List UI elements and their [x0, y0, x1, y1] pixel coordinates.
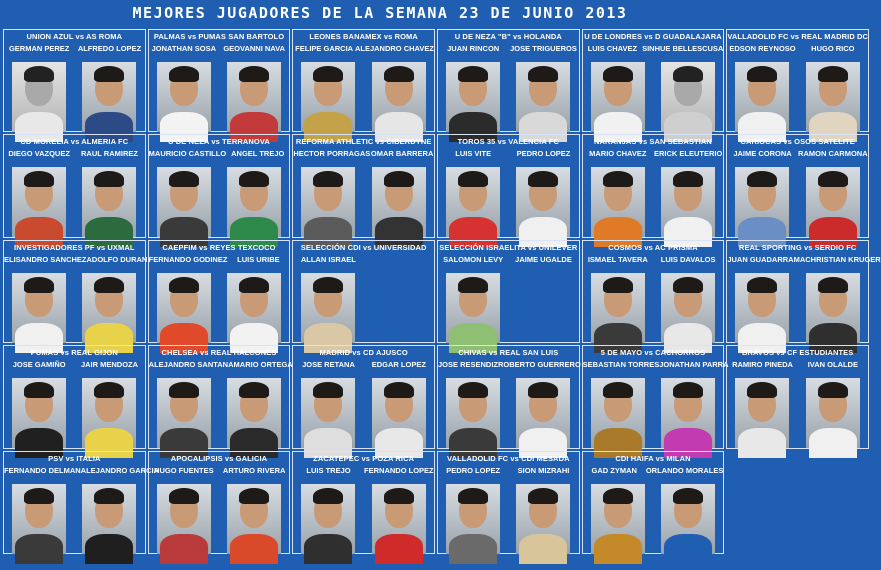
match-cell [292, 240, 435, 343]
player-photo [591, 273, 645, 343]
player-photo [12, 167, 66, 237]
player-names [727, 254, 881, 264]
player-names [583, 44, 724, 53]
match-cell [582, 240, 725, 343]
player-photo [227, 62, 281, 132]
player-name: ARTURO RIVERA [222, 465, 286, 475]
match-label: U DE NEZA "B" vs HOLANDA [454, 32, 562, 41]
player-name: JOSE GAMIÑO [12, 360, 66, 370]
player-photo [516, 167, 570, 237]
player-name: ALFREDO LOPEZ [77, 44, 142, 53]
player-photo [516, 378, 570, 448]
player-name: ELISANDRO SANCHEZ [4, 254, 87, 264]
player-name: MARIO CHAVEZ [589, 149, 647, 159]
match-label: CD MORELIA vs ALMERIA FC [20, 137, 129, 147]
player-photo [372, 62, 426, 132]
match-label: CDI HAIFA vs MILAN [615, 453, 691, 463]
player-photo [661, 273, 715, 343]
match-cell [437, 345, 580, 448]
match-cell [292, 345, 435, 448]
player-photos [438, 378, 579, 448]
player-photo [516, 62, 570, 132]
player-name: FERNANDO GODINEZ [148, 254, 228, 264]
player-names [4, 465, 160, 475]
match-cell [582, 345, 729, 448]
match-label: ZACATEPEC vs POZA RICA [313, 453, 415, 463]
player-names [582, 360, 729, 370]
player-name: LUIS DAVALOS [660, 254, 716, 264]
player-photos [583, 167, 724, 237]
player-name: EDSON REYNOSO [729, 44, 796, 53]
player-names [4, 254, 148, 264]
match-label: MADRID vs CD AJUSCO [319, 348, 408, 358]
match-cell [148, 29, 291, 132]
player-photos [583, 62, 724, 132]
player-names [149, 44, 290, 53]
match-label: COSMOS vs AC PRISMA [608, 242, 698, 252]
player-name: JAIR MENDOZA [80, 360, 139, 370]
player-photos [727, 167, 868, 237]
player-photo [157, 484, 211, 554]
match-cell [726, 240, 881, 343]
player-names [583, 466, 724, 475]
match-cell [3, 29, 146, 132]
player-names [727, 360, 868, 369]
player-photos [149, 378, 290, 448]
player-names [4, 149, 145, 158]
player-name: LUIS TREJO [306, 465, 351, 475]
match-cell [3, 345, 146, 448]
match-label: INVESTIGADORES PF vs UXMAL [14, 242, 135, 252]
player-name: JONATHAN SOSA [151, 44, 217, 53]
players-grid [3, 29, 881, 554]
player-photo [82, 273, 136, 343]
player-photo [157, 378, 211, 448]
player-name: SEBASTIAN TORRES [582, 360, 660, 370]
player-names [149, 255, 290, 264]
player-photo [661, 378, 715, 448]
player-photos [4, 378, 145, 448]
match-label: U DE LONDRES vs D GUADALAJARA [584, 32, 722, 41]
player-photo [735, 273, 789, 343]
match-label: UNION AZUL vs AS ROMA [26, 32, 123, 41]
player-photo [446, 167, 500, 237]
player-photos [4, 167, 145, 237]
player-photo [446, 484, 500, 554]
player-name: OMAR BARRERA [370, 149, 434, 159]
player-photo [301, 167, 355, 237]
match-cell [582, 134, 725, 237]
player-name: SION MIZRAHI [517, 465, 570, 475]
player-photo [227, 378, 281, 448]
player-photos [149, 62, 290, 132]
player-name: PEDRO LOPEZ [446, 465, 501, 475]
match-cell [148, 451, 291, 554]
player-name: CHRISTIAN KRUGER [805, 254, 881, 264]
player-names [727, 149, 868, 158]
player-names [4, 360, 145, 369]
player-names [727, 44, 868, 53]
player-names [438, 255, 579, 264]
player-photos [4, 484, 145, 554]
match-label: CARIOCAS vs OSOS SATELITE [740, 137, 855, 147]
player-names [438, 149, 579, 158]
player-photos [293, 273, 434, 343]
match-cell [437, 451, 580, 554]
player-photos [293, 484, 434, 554]
player-photo [82, 62, 136, 132]
player-names [148, 360, 293, 370]
player-photos [583, 273, 724, 343]
player-photo [12, 273, 66, 343]
player-photo [446, 273, 500, 343]
player-names [438, 44, 579, 53]
match-cell [726, 29, 869, 132]
player-photo [82, 484, 136, 554]
match-cell [582, 29, 725, 132]
player-photo [372, 167, 426, 237]
player-photo [301, 378, 355, 448]
player-name: PEDRO LOPEZ [516, 149, 571, 159]
match-label: CHELSEA vs REAL HALCONES [161, 348, 277, 358]
player-photo [446, 62, 500, 132]
player-name: ALEJANDRO CHAVEZ [354, 44, 434, 53]
player-name: FERNANDO DELMAN [4, 465, 81, 475]
player-photos [727, 273, 868, 343]
player-photo [516, 484, 570, 554]
player-photos [583, 484, 724, 554]
player-photo [591, 167, 645, 237]
player-photo [12, 484, 66, 554]
player-photo [82, 167, 136, 237]
player-photos [727, 62, 868, 132]
player-photo [157, 167, 211, 237]
player-photo [82, 378, 136, 448]
player-photos [4, 62, 145, 132]
player-photo [301, 62, 355, 132]
page-title: MEJORES JUGADORES DE LA SEMANA 23 DE JUNIO 2013 [132, 4, 628, 22]
player-name: JAIME CORONA [733, 149, 792, 159]
player-photo [661, 484, 715, 554]
match-label: SELECCIÓN ISRAELITA vs UNILEVER [439, 242, 578, 252]
player-photos [438, 167, 579, 237]
player-name: MAURICIO CASTILLO [148, 149, 227, 159]
player-name: ANGEL TREJO [231, 149, 285, 159]
player-name: ALEJANDRO SANTANA [148, 360, 234, 370]
match-label: PSV vs ITALIA [48, 453, 101, 463]
player-names [293, 466, 434, 475]
player-photos [149, 484, 290, 554]
player-photos [438, 62, 579, 132]
match-label: 5 DE MAYO vs CACHORROS [600, 348, 706, 358]
player-names [293, 255, 434, 264]
player-photos [727, 378, 868, 448]
match-label: BRAVOS vs CF ESTUDIANTES [741, 348, 854, 358]
player-photo [735, 62, 789, 132]
match-cell [726, 451, 869, 554]
player-photos [583, 378, 724, 448]
player-photos [149, 273, 290, 343]
player-names [149, 149, 290, 158]
player-name: JOSE RESENDIZ [438, 360, 499, 370]
player-names [293, 149, 434, 158]
player-photo [372, 378, 426, 448]
match-cell [3, 240, 146, 343]
player-photo [735, 167, 789, 237]
player-photo [591, 378, 645, 448]
match-label: LEONES BANAMEX vs ROMA [309, 32, 418, 41]
match-label: PALMAS vs PUMAS SAN BARTOLO [153, 32, 285, 41]
player-name: SALOMON LEVY [443, 254, 504, 264]
player-photo [372, 484, 426, 554]
player-photos [293, 378, 434, 448]
match-cell [437, 240, 580, 343]
match-cell [3, 134, 146, 237]
player-photo [735, 378, 789, 448]
player-name: GAD ZYMAN [591, 465, 637, 475]
player-name: SINHUE BELLESCUSA [642, 44, 724, 53]
player-photo [591, 62, 645, 132]
player-name: ROBERTO GUERRERO [498, 360, 581, 370]
match-cell [148, 345, 291, 448]
player-name: LUIS URIBE [237, 254, 280, 264]
match-cell [726, 345, 869, 448]
match-cell [292, 451, 435, 554]
match-label: CAEPFIM vs REYES TEXCOCO [162, 242, 276, 252]
photo-placeholder [516, 273, 570, 343]
player-photos [438, 484, 579, 554]
player-name: LUIS CHAVEZ [587, 44, 638, 53]
player-name: HUGO RICO [811, 44, 855, 53]
player-name: ADOLFO DURAN [86, 254, 148, 264]
player-photo [806, 273, 860, 343]
match-label: VALLADOLID FC vs REAL MADRID DC [727, 32, 869, 41]
player-name: JUAN GUADARRAMA [727, 254, 806, 264]
match-cell [292, 134, 435, 237]
player-photo [227, 273, 281, 343]
player-name: RAMIRO PINEDA [732, 360, 793, 370]
player-photo [661, 167, 715, 237]
match-cell [148, 134, 291, 237]
player-name: JAIME UGALDE [515, 254, 572, 264]
player-names [293, 360, 434, 369]
player-names [438, 466, 579, 475]
player-name: MARIO ORTEGA [233, 360, 293, 370]
player-name: JUAN RINCON [447, 44, 500, 53]
player-name: ALEJANDRO GARCIA [80, 465, 160, 475]
player-photos [293, 167, 434, 237]
player-name: DIEGO VAZQUEZ [8, 149, 70, 159]
match-cell [148, 240, 291, 343]
player-name: GERMAN PEREZ [8, 44, 70, 53]
player-name: JONATHAN PARRA [659, 360, 729, 370]
player-name: JOSE TRIGUEROS [510, 44, 577, 53]
player-photo [157, 62, 211, 132]
player-name: FELIPE GARCIA [295, 44, 354, 53]
player-photo [446, 378, 500, 448]
player-name: JOSE RETANA [302, 360, 355, 370]
player-names [149, 466, 290, 475]
player-photo [227, 484, 281, 554]
player-photo [806, 378, 860, 448]
player-name: FERNANDO LOPEZ [364, 465, 434, 475]
match-label: SELECCIÓN CDI vs UNIVERSIDAD [300, 242, 427, 252]
player-photos [149, 167, 290, 237]
match-label: REAL SPORTING vs SERDIO FC [738, 242, 857, 252]
player-photo [12, 378, 66, 448]
match-cell [292, 29, 435, 132]
player-photo [591, 484, 645, 554]
player-name: ORLANDO MORALES [645, 465, 724, 475]
player-name: RAUL RAMIREZ [81, 149, 138, 159]
player-name: GEOVANNI NAVA [223, 44, 285, 53]
player-name: IVAN OLALDE [807, 360, 858, 370]
match-label: U DE NEZA vs TERRANOVA [168, 137, 270, 147]
player-photo [227, 167, 281, 237]
player-names [293, 44, 434, 53]
player-name: HECTOR PORRAGAS [293, 149, 371, 159]
player-photo [806, 167, 860, 237]
player-photo [12, 62, 66, 132]
player-photos [293, 62, 434, 132]
player-photo [301, 273, 355, 343]
player-name: HUGO FUENTES [154, 465, 214, 475]
match-label: VALLADOLID FC vs CDI MESADA [447, 453, 570, 463]
match-label: TOROS 35 vs VALENCIA FC [457, 137, 559, 147]
player-photo [301, 484, 355, 554]
player-photo [157, 273, 211, 343]
match-cell [726, 134, 869, 237]
player-name: LUIS VITE [455, 149, 492, 159]
player-name: EDGAR LOPEZ [371, 360, 426, 370]
player-photo [806, 62, 860, 132]
match-cell [437, 134, 580, 237]
player-photo [661, 62, 715, 132]
player-photos [4, 273, 145, 343]
player-name: RAMON CARMONA [798, 149, 868, 159]
player-names [583, 255, 724, 264]
match-cell [437, 29, 580, 132]
match-label: APOCALIPSIS vs GALICIA [170, 453, 268, 463]
match-label: CHIVAS vs REAL SAN LUIS [458, 348, 559, 358]
player-photos [438, 273, 579, 343]
player-names [438, 360, 579, 369]
match-label: NARANJAS vs SAN SEBASTIAN [594, 137, 712, 147]
match-label: REFORMA ATHLETIC vs CIBERDYNE [295, 137, 432, 147]
player-name: ERICK ELEUTERIO [654, 149, 723, 159]
player-name: ALLAN ISRAEL [300, 254, 356, 264]
player-names [583, 149, 724, 158]
player-name: ISMAEL TAVERA [587, 254, 648, 264]
match-label: PUMAS vs REAL GIJON [30, 348, 118, 358]
player-names [4, 44, 145, 53]
match-cell [582, 451, 725, 554]
match-cell [3, 451, 160, 554]
